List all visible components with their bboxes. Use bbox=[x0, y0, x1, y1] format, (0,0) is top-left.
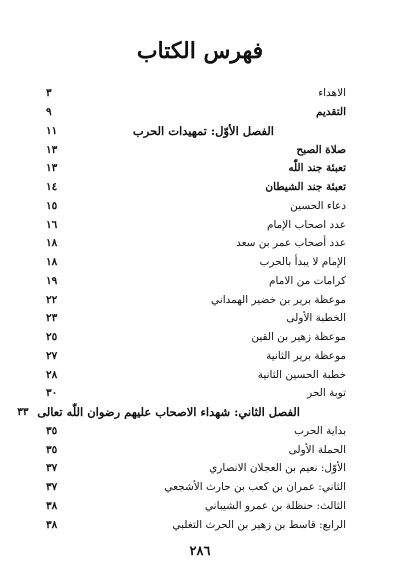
toc-entry: التقديم bbox=[315, 106, 346, 119]
toc-chapter-heading: الفصل الثاني: شهداء الاصحاب عليهم رضوان اللّٰه تعالى bbox=[37, 405, 300, 420]
toc-entry: الإمام لا يبدأ بالحرب bbox=[259, 256, 346, 269]
toc-row bbox=[46, 290, 346, 309]
toc-page-number: ٣ bbox=[46, 87, 52, 100]
toc-row bbox=[46, 328, 346, 347]
toc-row bbox=[46, 497, 346, 516]
toc-row bbox=[46, 440, 346, 459]
toc-page-number: ٢٨ bbox=[46, 368, 58, 381]
toc-entry: الخطبة الأولى bbox=[286, 312, 346, 325]
page-number: ٢٨٦ bbox=[189, 544, 211, 559]
toc-row bbox=[46, 347, 346, 366]
toc-row bbox=[46, 384, 346, 403]
toc-page-number: ٣٣ bbox=[17, 406, 29, 419]
toc-page-number: ٣٥ bbox=[46, 443, 58, 456]
toc-page-number: ٣٥ bbox=[46, 424, 58, 437]
toc-chapter-heading: الفصل الأوّل: تمهيدات الحرب bbox=[132, 123, 274, 138]
toc-row bbox=[46, 215, 346, 234]
toc-entry: الحملة الأولى bbox=[288, 443, 346, 456]
toc-page-number: ٢٢ bbox=[46, 293, 58, 306]
toc-entry: موعظة برير الثانية bbox=[266, 349, 346, 362]
toc-row bbox=[46, 422, 346, 441]
toc-entry: الثاني: عمران بن كعب بن حارث الأشجعي bbox=[164, 481, 346, 494]
toc-entry: الثالث: حنظلة بن عمرو الشيباني bbox=[204, 499, 346, 512]
toc-row bbox=[46, 309, 346, 328]
toc-page-number: ١٦ bbox=[46, 218, 58, 231]
toc-page-number: ٩ bbox=[46, 106, 52, 119]
toc-entry: صلاة الصبح bbox=[296, 143, 346, 156]
toc-entry: بداية الحرب bbox=[294, 424, 346, 437]
toc-entry: الاهداء bbox=[318, 87, 346, 100]
toc-row bbox=[46, 103, 346, 122]
toc-entry: تعبئة جند الشيطان bbox=[265, 181, 346, 194]
toc-page-number: ٣٧ bbox=[46, 481, 58, 494]
toc-entry: خطبة الحسين الثانية bbox=[257, 368, 346, 381]
toc-entry: تعبئة جند اللّٰه bbox=[288, 162, 346, 175]
page-title: فهرس الكتاب bbox=[136, 38, 264, 64]
toc-entry: الرابع: قاسط بن زهير بن الحرث التغلبي bbox=[172, 518, 346, 531]
toc-row bbox=[46, 197, 346, 216]
toc-row bbox=[46, 478, 346, 497]
toc-row bbox=[46, 159, 346, 178]
toc-entry: الأوّل: نعيم بن العجلان الانصاري bbox=[209, 462, 346, 475]
toc-page-number: ٣٧ bbox=[46, 462, 58, 475]
toc-entry: توبة الحر bbox=[307, 387, 346, 400]
toc-chapter-row bbox=[17, 403, 346, 422]
toc-page-number: ٢٣ bbox=[46, 312, 58, 325]
table-of-contents bbox=[17, 84, 346, 534]
toc-row bbox=[46, 178, 346, 197]
toc-row bbox=[46, 253, 346, 272]
toc-page-number: ١٩ bbox=[46, 274, 58, 287]
toc-entry: كرامات من الامام bbox=[269, 274, 346, 287]
toc-entry: دعاء الحسين bbox=[290, 199, 346, 212]
toc-row bbox=[46, 459, 346, 478]
toc-page-number: ١٨ bbox=[46, 237, 58, 250]
toc-row bbox=[46, 140, 346, 159]
toc-page-number: ١٥ bbox=[46, 199, 58, 212]
toc-entry: عدد اصحاب الإمام bbox=[266, 218, 346, 231]
toc-entry: عدد أصحاب عمر بن سعد bbox=[236, 237, 346, 250]
toc-page-number: ١٣ bbox=[46, 143, 58, 156]
toc-page-number: ٣٨ bbox=[46, 499, 58, 512]
toc-entry: موعظة برير بن خضير الهمداني bbox=[211, 293, 346, 306]
toc-row bbox=[46, 234, 346, 253]
toc-page-number: ١٨ bbox=[46, 256, 58, 269]
toc-row bbox=[46, 515, 346, 534]
toc-page-number: ١١ bbox=[46, 124, 58, 137]
toc-page-number: ٣٨ bbox=[46, 518, 58, 531]
toc-page-number: ٣٠ bbox=[46, 387, 58, 400]
toc-row bbox=[46, 84, 346, 103]
toc-entry: موعظة زهير بن القين bbox=[251, 331, 346, 344]
toc-page-number: ٢٧ bbox=[46, 349, 58, 362]
toc-page-number: ١٤ bbox=[46, 181, 58, 194]
toc-page-number: ١٣ bbox=[46, 162, 58, 175]
toc-page-number: ٢٥ bbox=[46, 331, 58, 344]
toc-row bbox=[46, 365, 346, 384]
toc-row bbox=[46, 272, 346, 291]
toc-chapter-row bbox=[46, 122, 346, 141]
